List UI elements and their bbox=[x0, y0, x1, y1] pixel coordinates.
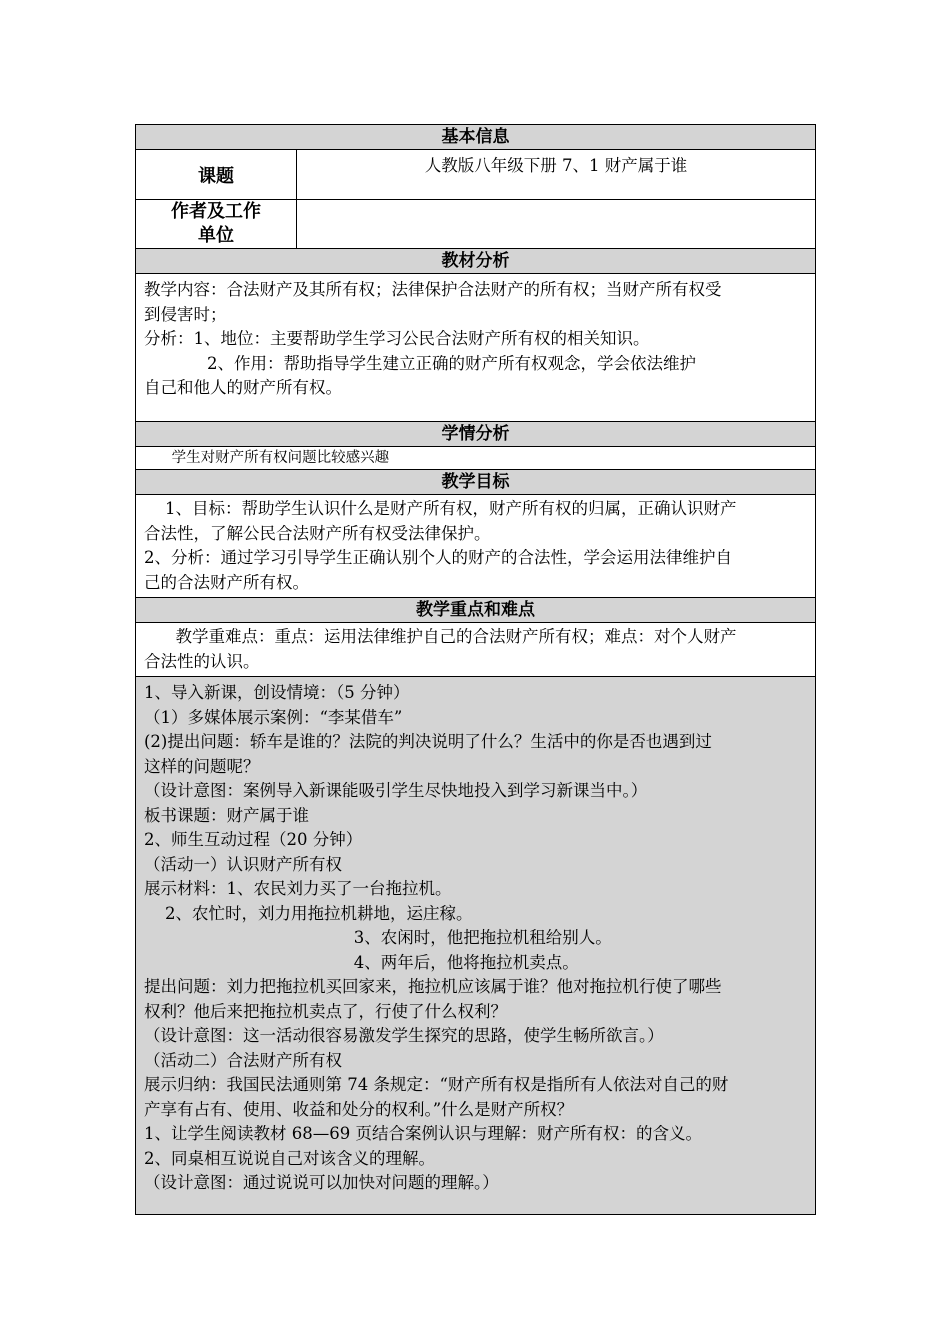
text-line: 2、农忙时，刘力用拖拉机耕地，运庄稼。 bbox=[144, 903, 473, 923]
text-line: （1）多媒体展示案例：“李某借车” bbox=[144, 707, 403, 727]
text-line: 自己和他人的财产所有权。 bbox=[144, 378, 342, 397]
text-line: 教学重难点：重点：运用法律维护自己的合法财产所有权；难点：对个人财产 bbox=[144, 627, 737, 646]
topic-label: 课题 bbox=[136, 150, 297, 200]
text-line: 合法性，了解公民合法财产所有权受法律保护。 bbox=[144, 523, 491, 543]
keypoints-content bbox=[136, 623, 816, 677]
topic-row bbox=[136, 150, 816, 200]
text-line: (2)提出问题：轿车是谁的？法院的判决说明了什么？生活中的你是否也遇到过 bbox=[144, 732, 712, 751]
goals-row bbox=[136, 495, 816, 598]
text-line: 3、农闲时，他把拖拉机租给别人。 bbox=[144, 928, 612, 947]
section-header-row bbox=[136, 470, 816, 495]
section-header-row bbox=[136, 249, 816, 274]
process-row bbox=[136, 677, 816, 1215]
author-row bbox=[136, 200, 816, 249]
text-line: （设计意图：案例导入新课能吸引学生尽快地投入到学习新课当中。） bbox=[144, 781, 648, 800]
text-line: 2、师生互动过程（20 分钟） bbox=[144, 830, 363, 849]
text-line: （设计意图：通过说说可以加快对问题的理解。） bbox=[144, 1173, 499, 1192]
text-line: 产享有占有、使用、收益和处分的权利。”什么是财产所权？ bbox=[144, 1099, 574, 1119]
text-line: 学生对财产所有权问题比较感兴趣 bbox=[144, 450, 390, 466]
text-line: 教学内容：合法财产及其所有权；法律保护合法财产的所有权；当财产所有权受 bbox=[144, 280, 722, 299]
text-line: 1、让学生阅读教材 68—69 页结合案例认识与理解：财产所有权：的含义。 bbox=[144, 1124, 702, 1143]
text-line: （设计意图：这一活动很容易激发学生探究的思路，使学生畅所欲言。） bbox=[144, 1026, 664, 1045]
author-label-cell bbox=[136, 200, 297, 249]
text-line: 这样的问题呢？ bbox=[144, 756, 260, 776]
text-line: 1、目标：帮助学生认识什么是财产所有权，财产所有权的归属，正确认识财产 bbox=[144, 499, 737, 518]
text-line: 展示材料：1、农民刘力买了一台拖拉机。 bbox=[144, 879, 452, 898]
section-key-points: 教学重点和难点 bbox=[136, 598, 816, 623]
lesson-plan-table bbox=[135, 124, 816, 1215]
text-line: （活动一）认识财产所有权 bbox=[144, 854, 342, 874]
student-content bbox=[136, 447, 816, 470]
section-student-analysis: 学情分析 bbox=[136, 422, 816, 447]
student-row bbox=[136, 447, 816, 470]
section-teaching-goals: 教学目标 bbox=[136, 470, 816, 495]
section-header-row bbox=[136, 422, 816, 447]
text-line: 展示归纳：我国民法通则第 74 条规定：“财产所有权是指所有人依法对自己的财 bbox=[144, 1075, 729, 1094]
keypoints-row bbox=[136, 623, 816, 677]
author-value-cell bbox=[297, 200, 816, 249]
lesson-plan-document bbox=[135, 124, 815, 1215]
text-line: 提出问题：刘力把拖拉机买回家来，拖拉机应该属于谁？他对拖拉机行使了哪些 bbox=[144, 977, 722, 996]
goals-content bbox=[136, 495, 816, 598]
section-basic-info: 基本信息 bbox=[136, 125, 816, 150]
author-label-line2: 单位 bbox=[198, 225, 234, 246]
text-line: 2、作用：帮助指导学生建立正确的财产所有权观念，学会依法维护 bbox=[144, 353, 696, 373]
author-label-line1: 作者及工作 bbox=[171, 201, 261, 222]
text-line: 1、导入新课，创设情境：（5 分钟） bbox=[144, 683, 410, 702]
section-material-analysis: 教材分析 bbox=[136, 249, 816, 274]
text-line: 4、两年后，他将拖拉机卖点。 bbox=[144, 952, 579, 972]
text-line: 到侵害时； bbox=[144, 304, 227, 324]
text-line: 板书课题：财产属于谁 bbox=[144, 805, 309, 825]
text-line: （活动二）合法财产所有权 bbox=[144, 1050, 342, 1070]
text-line: 己的合法财产所有权。 bbox=[144, 572, 309, 592]
text-line: 2、同桌相互说说自己对该含义的理解。 bbox=[144, 1148, 435, 1168]
material-content bbox=[136, 274, 816, 422]
text-line: 分析：1、地位：主要帮助学生学习公民合法财产所有权的相关知识。 bbox=[144, 329, 650, 348]
topic-value-cell bbox=[297, 150, 816, 200]
text-line: 权利？他后来把拖拉机卖点了，行使了什么权利？ bbox=[144, 1001, 507, 1021]
topic-value: 人教版八年级下册 7、1 财产属于谁 bbox=[424, 156, 688, 175]
process-content bbox=[136, 677, 816, 1215]
section-header-row bbox=[136, 125, 816, 150]
section-header-row bbox=[136, 598, 816, 623]
material-row bbox=[136, 274, 816, 422]
text-line: 合法性的认识。 bbox=[144, 651, 260, 671]
text-line: 2、分析：通过学习引导学生正确认别个人的财产的合法性，学会运用法律维护自 bbox=[144, 548, 732, 567]
